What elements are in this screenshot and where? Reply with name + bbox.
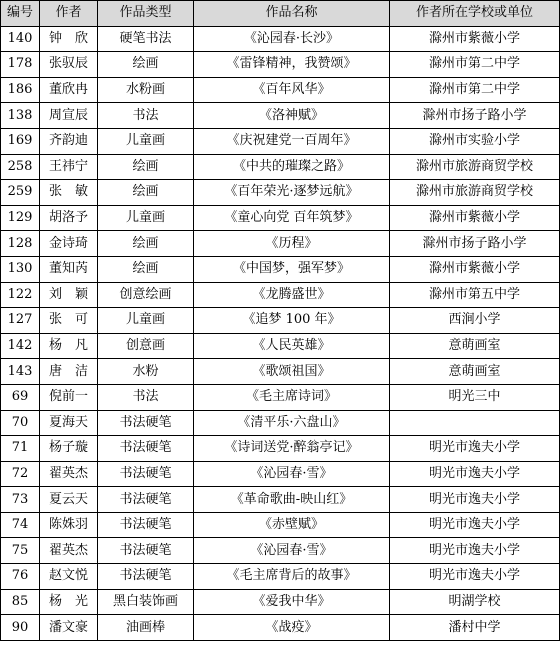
cell-author: 翟英杰	[40, 461, 98, 487]
table-row	[1, 231, 560, 257]
cell-work-type: 创意画	[98, 333, 194, 359]
table-row	[1, 564, 560, 590]
cell-work-type: 硬笔书法	[98, 26, 194, 52]
cell-work-type: 绘画	[98, 52, 194, 78]
cell-number: 71	[1, 436, 40, 462]
table-row	[1, 538, 560, 564]
cell-work-title: 《沁园春·雪》	[194, 538, 390, 564]
table-row	[1, 410, 560, 436]
cell-school: 滁州市旅游商贸学校	[390, 154, 560, 180]
cell-number: 140	[1, 26, 40, 52]
table-row	[1, 384, 560, 410]
cell-number: 258	[1, 154, 40, 180]
cell-school	[390, 410, 560, 436]
cell-work-title: 《追梦 100 年》	[194, 308, 390, 334]
cell-number: 70	[1, 410, 40, 436]
cell-number: 76	[1, 564, 40, 590]
cell-number: 75	[1, 538, 40, 564]
cell-number: 72	[1, 461, 40, 487]
cell-author: 金诗琦	[40, 231, 98, 257]
cell-school: 滁州市第五中学	[390, 282, 560, 308]
cell-work-type: 书法	[98, 384, 194, 410]
cell-work-title: 《爱我中华》	[194, 589, 390, 615]
cell-author: 王祎宁	[40, 154, 98, 180]
cell-author: 唐 洁	[40, 359, 98, 385]
table-body	[1, 26, 560, 640]
table-row	[1, 103, 560, 129]
cell-number: 122	[1, 282, 40, 308]
cell-author: 夏海天	[40, 410, 98, 436]
table-row	[1, 128, 560, 154]
cell-work-title: 《中国梦，强军梦》	[194, 256, 390, 282]
table-row	[1, 615, 560, 641]
table-header	[1, 1, 560, 27]
cell-work-type: 书法硬笔	[98, 538, 194, 564]
cell-work-type: 黑白装饰画	[98, 589, 194, 615]
cell-number: 178	[1, 52, 40, 78]
cell-number: 128	[1, 231, 40, 257]
cell-author: 周宣辰	[40, 103, 98, 129]
table-row	[1, 461, 560, 487]
cell-author: 刘 颖	[40, 282, 98, 308]
cell-number: 127	[1, 308, 40, 334]
cell-school: 明光市逸夫小学	[390, 436, 560, 462]
cell-work-type: 绘画	[98, 256, 194, 282]
table-row	[1, 180, 560, 206]
table-row	[1, 282, 560, 308]
table-row	[1, 205, 560, 231]
cell-work-type: 书法硬笔	[98, 436, 194, 462]
header-school: 作者所在学校或单位	[390, 1, 560, 27]
cell-work-type: 儿童画	[98, 308, 194, 334]
cell-work-title: 《革命歌曲-映山红》	[194, 487, 390, 513]
cell-work-title: 《诗词送党·醉翁亭记》	[194, 436, 390, 462]
cell-author: 赵文悦	[40, 564, 98, 590]
cell-work-title: 《龙腾盛世》	[194, 282, 390, 308]
cell-school: 明光市逸夫小学	[390, 538, 560, 564]
cell-author: 董欣冉	[40, 77, 98, 103]
cell-author: 董知芮	[40, 256, 98, 282]
cell-number: 130	[1, 256, 40, 282]
cell-number: 169	[1, 128, 40, 154]
cell-work-title: 《中共的璀璨之路》	[194, 154, 390, 180]
cell-work-type: 绘画	[98, 154, 194, 180]
cell-work-title: 《雷锋精神，我赞颂》	[194, 52, 390, 78]
cell-school: 明湖学校	[390, 589, 560, 615]
cell-author: 张 敏	[40, 180, 98, 206]
cell-work-type: 书法	[98, 103, 194, 129]
cell-school: 滁州市扬子路小学	[390, 103, 560, 129]
table-row	[1, 77, 560, 103]
cell-author: 齐韵迪	[40, 128, 98, 154]
cell-school: 明光市逸夫小学	[390, 564, 560, 590]
cell-work-type: 水粉画	[98, 77, 194, 103]
cell-author: 潘文豪	[40, 615, 98, 641]
cell-school: 明光市逸夫小学	[390, 461, 560, 487]
cell-school: 滁州市实验小学	[390, 128, 560, 154]
cell-school: 滁州市第二中学	[390, 52, 560, 78]
cell-work-title: 《庆祝建党一百周年》	[194, 128, 390, 154]
header-author: 作者	[40, 1, 98, 27]
cell-school: 明光市逸夫小学	[390, 487, 560, 513]
cell-number: 142	[1, 333, 40, 359]
cell-work-title: 《童心向党 百年筑梦》	[194, 205, 390, 231]
cell-work-title: 《沁园春·长沙》	[194, 26, 390, 52]
table-row	[1, 359, 560, 385]
cell-work-title: 《战疫》	[194, 615, 390, 641]
cell-number: 186	[1, 77, 40, 103]
cell-work-type: 书法硬笔	[98, 487, 194, 513]
cell-number: 73	[1, 487, 40, 513]
cell-work-type: 绘画	[98, 231, 194, 257]
cell-author: 杨 凡	[40, 333, 98, 359]
cell-work-title: 《百年荣光·逐梦远航》	[194, 180, 390, 206]
cell-school: 滁州市紫薇小学	[390, 205, 560, 231]
cell-number: 74	[1, 512, 40, 538]
cell-school: 潘村中学	[390, 615, 560, 641]
table-row	[1, 308, 560, 334]
cell-school: 明光市逸夫小学	[390, 512, 560, 538]
table-row	[1, 589, 560, 615]
cell-school: 滁州市旅游商贸学校	[390, 180, 560, 206]
cell-work-type: 书法硬笔	[98, 461, 194, 487]
cell-work-title: 《毛主席诗词》	[194, 384, 390, 410]
table-row	[1, 436, 560, 462]
cell-work-title: 《歌颂祖国》	[194, 359, 390, 385]
cell-work-title: 《沁园春·雪》	[194, 461, 390, 487]
cell-school: 滁州市紫薇小学	[390, 26, 560, 52]
cell-school: 滁州市第二中学	[390, 77, 560, 103]
table-row	[1, 154, 560, 180]
cell-work-type: 书法硬笔	[98, 564, 194, 590]
cell-author: 杨子璇	[40, 436, 98, 462]
cell-work-type: 书法硬笔	[98, 512, 194, 538]
cell-school: 滁州市扬子路小学	[390, 231, 560, 257]
cell-work-type: 油画棒	[98, 615, 194, 641]
table-row	[1, 52, 560, 78]
cell-author: 胡洛予	[40, 205, 98, 231]
header-number: 编号	[1, 1, 40, 27]
cell-work-title: 《清平乐·六盘山》	[194, 410, 390, 436]
cell-work-type: 书法硬笔	[98, 410, 194, 436]
cell-number: 138	[1, 103, 40, 129]
cell-work-title: 《洛神赋》	[194, 103, 390, 129]
cell-author: 陈姝羽	[40, 512, 98, 538]
cell-school: 意萌画室	[390, 359, 560, 385]
cell-work-title: 《百年风华》	[194, 77, 390, 103]
header-row	[1, 1, 560, 27]
cell-number: 69	[1, 384, 40, 410]
cell-work-type: 儿童画	[98, 205, 194, 231]
table-row	[1, 26, 560, 52]
cell-author: 夏云天	[40, 487, 98, 513]
header-work-type: 作品类型	[98, 1, 194, 27]
cell-school: 滁州市紫薇小学	[390, 256, 560, 282]
cell-school: 西涧小学	[390, 308, 560, 334]
cell-work-type: 水粉	[98, 359, 194, 385]
cell-author: 张驭辰	[40, 52, 98, 78]
cell-author: 杨 光	[40, 589, 98, 615]
table-row	[1, 256, 560, 282]
cell-number: 143	[1, 359, 40, 385]
table-row	[1, 487, 560, 513]
cell-work-title: 《人民英雄》	[194, 333, 390, 359]
cell-work-type: 创意绘画	[98, 282, 194, 308]
cell-work-type: 绘画	[98, 180, 194, 206]
cell-number: 259	[1, 180, 40, 206]
cell-author: 倪前一	[40, 384, 98, 410]
cell-work-type: 儿童画	[98, 128, 194, 154]
cell-work-title: 《历程》	[194, 231, 390, 257]
cell-school: 明光三中	[390, 384, 560, 410]
cell-number: 129	[1, 205, 40, 231]
cell-number: 85	[1, 589, 40, 615]
cell-author: 翟英杰	[40, 538, 98, 564]
table-row	[1, 512, 560, 538]
header-work-title: 作品名称	[194, 1, 390, 27]
cell-author: 钟 欣	[40, 26, 98, 52]
cell-author: 张 可	[40, 308, 98, 334]
cell-number: 90	[1, 615, 40, 641]
table-row	[1, 333, 560, 359]
cell-school: 意萌画室	[390, 333, 560, 359]
cell-work-title: 《毛主席背后的故事》	[194, 564, 390, 590]
cell-work-title: 《赤壁赋》	[194, 512, 390, 538]
